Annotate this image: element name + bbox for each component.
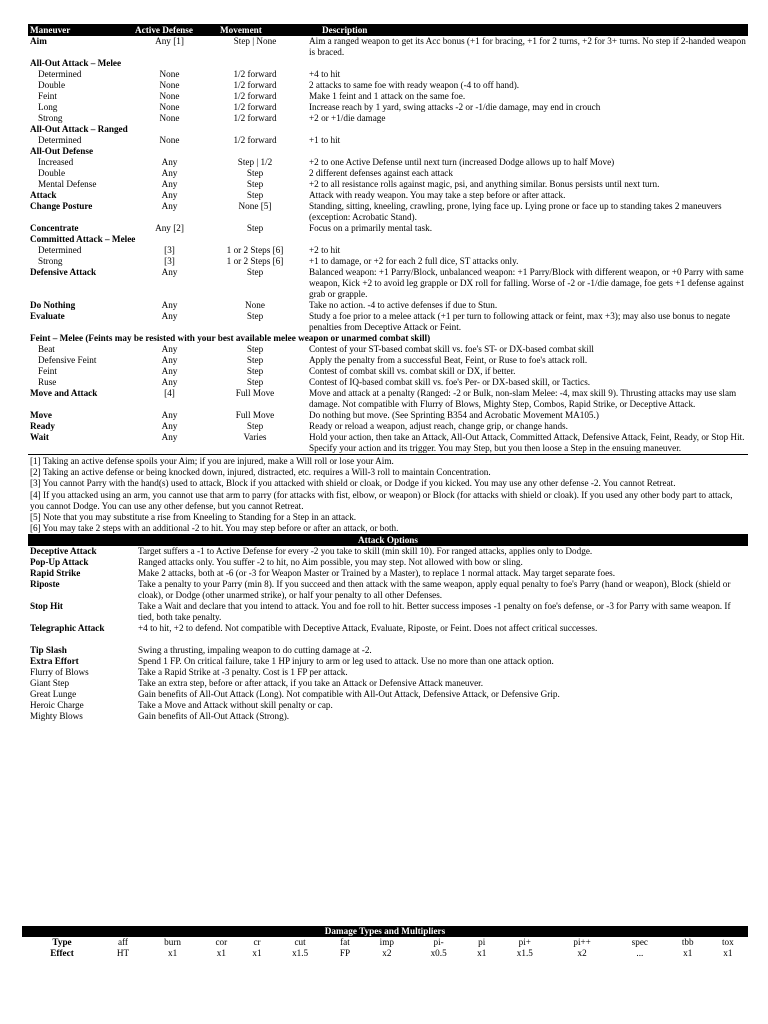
maneuver-row-attack [28,190,748,201]
damage-effect-cell: x1 [683,948,693,958]
maneuver-description: Contest of IQ-based combat skill vs. foe's Per- or DX-based skill, or Tactics. [309,377,591,387]
maneuver-defense: Any [161,168,178,178]
maneuver-row [28,168,748,179]
option-name: Pop-Up Attack [30,557,89,568]
maneuver-description: Contest of your ST-based combat skill vs. foe's ST- or DX-based combat skill [309,344,594,354]
maneuver-defense: Any [161,267,178,277]
maneuver-name: Determined [38,135,82,145]
maneuver-description: +2 or +1/die damage [309,113,386,123]
maneuver-movement: 1 or 2 Steps [6] [226,245,284,255]
group-title-aod: All-Out Defense [30,146,94,156]
footnote: [3] You cannot Parry with the hand(s) used to attack, Block if you attacked with shield or cloak, or Dodge if you kicked. You may use any other defense -2. You cannot Retreat. [30,478,676,489]
maneuver-row-defensive-attack [28,267,748,300]
maneuver-description: Hold your action, then take an Attack, All-Out Attack, Committed Attack, Defensive Attack, Feint, Ready, or Stop Hit. Specify your action and its trigger. You may Step, but you then loose a Step in the ensuing maneuver. [309,432,745,453]
option-row [28,568,748,579]
option-row [28,601,748,623]
maneuver-row [28,102,748,113]
maneuver-name: Strong [38,256,63,266]
maneuver-row [28,157,748,168]
damage-type-cell: pi [478,937,486,947]
option-description: Swing a thrusting, impaling weapon to do cutting damage at -2. [138,645,372,656]
maneuver-description: Take no action. -4 to active defenses if due to Stun. [309,300,498,310]
maneuver-row [28,80,748,91]
damage-type-cell: pi- [433,937,444,947]
maneuver-row-concentrate [28,223,748,234]
header-description: Description [322,25,368,35]
maneuver-name: Double [38,168,66,178]
maneuver-description: +2 to one Active Defense until next turn (increased Dodge allows up to half Move) [309,157,615,167]
maneuver-movement: Step [246,421,264,431]
option-description: Take a Rapid Strike at -3 penalty. Cost is 1 FP per attack. [138,667,348,678]
option-row [28,700,748,711]
maneuver-description: +1 to hit [309,135,341,145]
footnote: [4] If you attacked using an arm, you cannot use that arm to parry (for attacks with fist, elbow, or weapon) or Block (for attacks with shield or cloak). If you used any other body part to attack, you cannot Dodge. You can use any other defense, but you cannot Retreat. [30,489,733,511]
group-title-aoa-ranged: All-Out Attack – Ranged [30,124,128,134]
maneuver-row [28,179,748,190]
maneuver-defense: Any [161,421,178,431]
group-title-feint: Feint – Melee (Feints may be resisted with your best available melee weapon or unarmed combat skill) [30,333,431,343]
maneuver-row-do-nothing [28,300,748,311]
maneuver-name: Mental Defense [38,179,97,189]
maneuver-movement: Step [246,344,264,354]
maneuver-name: Defensive Feint [38,355,97,365]
maneuver-description: Make 1 feint and 1 attack on the same foe. [309,91,466,101]
option-name: Rapid Strike [30,568,81,579]
maneuver-name: Evaluate [30,311,65,321]
damage-effect-cell: x1 [167,948,178,958]
type-label: Type [52,937,72,947]
damage-type-cell: cr [253,937,261,947]
maneuver-defense: None [159,91,180,101]
maneuver-name: Beat [38,344,55,354]
option-row [28,557,748,568]
option-row [28,656,748,667]
option-name: Extra Effort [30,656,79,667]
maneuver-description: Standing, sitting, kneeling, crawling, prone, lying face up. Lying prone or face up to standing takes 2 maneuvers (exception: Acrobatic Stand). [309,201,722,222]
maneuver-movement: Step [246,267,264,277]
maneuver-movement: 1/2 forward [233,69,277,79]
damage-effect-cell: HT [116,948,130,958]
maneuver-name: Change Posture [30,201,93,211]
maneuver-defense: None [159,113,180,123]
damage-types-table [22,926,748,959]
option-name: Stop Hit [30,601,63,612]
maneuver-row [28,245,748,256]
maneuver-movement: 1/2 forward [233,113,277,123]
option-description: Target suffers a -1 to Active Defense for every -2 you take to skill (min skill 10). For ranged attacks, applies only to Dodge. [138,546,593,557]
group-title-aoa-melee: All-Out Attack – Melee [30,58,122,68]
maneuver-row [28,344,748,355]
damage-type-cell: fat [340,937,350,947]
maneuver-movement: 1/2 forward [233,135,277,145]
option-description: Take a Move and Attack without skill penalty or cap. [138,700,333,711]
option-name: Flurry of Blows [30,667,89,678]
option-row [28,645,748,656]
maneuver-movement: 1/2 forward [233,102,277,112]
maneuver-movement: Full Move [235,388,275,398]
maneuver-defense: Any [161,311,178,321]
maneuver-name: Increased [38,157,74,167]
option-name: Tip Slash [30,645,67,656]
option-name: Heroic Charge [30,700,84,711]
maneuver-movement: Step | 1/2 [237,157,273,167]
footnote: [6] You may take 2 steps with an additional -2 to hit. You may step before or after an attack, or both. [30,523,399,534]
maneuver-movement: Step [246,377,264,387]
maneuver-description: Aim a ranged weapon to get its Acc bonus (+1 for bracing, +1 for 2 turns, +2 for 3+ turns. No step if 2-handed weapon is braced. [309,36,746,57]
maneuver-movement: Step | None [233,36,277,46]
maneuver-name: Move [30,410,52,420]
damage-effect-cell: x1 [252,948,262,958]
damage-effect-cell: x2 [577,948,587,958]
damage-type-cell: cor [215,937,228,947]
maneuver-description: Apply the penalty from a successful Beat, Feint, or Ruse to foe's attack roll. [309,355,588,365]
option-row [28,579,748,601]
maneuver-movement: 1 or 2 Steps [6] [226,256,284,266]
damage-effect-cell: x1 [723,948,733,958]
maneuver-defense: [3] [164,245,175,255]
footnote: [5] Note that you may substitute a rise from Kneeling to Standing for a Step in an attack. [30,512,357,523]
maneuver-name: Feint [38,91,57,101]
option-row [28,711,748,722]
damage-effect-cell: FP [339,948,351,958]
damage-type-row [22,937,748,948]
maneuver-defense: Any [161,344,178,354]
maneuver-name: Move and Attack [30,388,98,398]
maneuver-row-change-posture [28,201,748,223]
option-description: Gain benefits of All-Out Attack (Long). Not compatible with All-Out Attack, Defensive Attack, or Defensive Grip. [138,689,560,700]
option-description: Take a penalty to your Parry (min 8). If you succeed and then attack with the same weapon, apply equal penalty to foe's Parry (hand or weapon), Block (shield or cloak), or Dodge (other unarmed strike), or half your penalty to all other Defenses. [138,579,731,601]
maneuver-description: +1 to damage, or +2 for each 2 full dice, ST attacks only. [309,256,519,266]
maneuver-defense: [3] [164,256,175,266]
maneuver-description: Balanced weapon: +1 Parry/Block, unbalanced weapon: +1 Parry/Block with different weapon, or +0 Parry with same weapon, Kick +2 to avoid leg grapple or DX roll for falling. Worse of -2 or -1/die damage, foe gets +1 defense against grab or grapple. [309,267,744,299]
maneuver-movement: Step [246,311,264,321]
maneuver-row [28,256,748,267]
damage-type-cell: cut [294,937,306,947]
maneuver-description: Move and attack at a penalty (Ranged: -2 or Bulk, non-slam Melee: -4, max skill 9). Thrusting attacks may use slam damage. Not compatible with Flurry of Blows, Mighty Step, Combos, Rapid Strike, or Deceptive Attack. [309,388,737,409]
maneuver-description: Increase reach by 1 yard, swing attacks -2 or -1/die damage, may end in crouch [309,102,601,112]
maneuver-description: Do nothing but move. (See Sprinting B354 and Acrobatic Movement MA105.) [309,410,599,420]
maneuver-movement: Full Move [235,410,275,420]
maneuver-name: Double [38,80,66,90]
maneuver-defense: Any [161,355,178,365]
maneuver-defense: Any [161,157,178,167]
option-row [28,678,748,689]
maneuver-defense: None [159,69,180,79]
damage-type-cell: aff [117,937,128,947]
maneuver-name: Strong [38,113,63,123]
maneuver-defense: Any [161,366,178,376]
damage-effect-row [22,948,748,959]
damage-effect-cell: x1.5 [292,948,309,958]
maneuver-row [28,113,748,124]
maneuver-name: Defensive Attack [30,267,97,277]
maneuver-row [28,377,748,388]
option-description: Take a Wait and declare that you intend to attack. You and foe roll to hit. Better success imposes -1 penalty on foe's defense, or -3 for Parry with same weapon. If tied, both take penalty. [138,601,731,623]
maneuver-movement: 1/2 forward [233,91,277,101]
maneuver-name: Determined [38,245,82,255]
maneuver-movement: Step [246,179,264,189]
maneuver-defense: Any [161,432,178,442]
maneuver-row-move-and-attack [28,388,748,410]
footnotes [28,454,748,534]
maneuver-name: Determined [38,69,82,79]
damage-effect-cell: x0.5 [430,948,447,958]
maneuver-name: Attack [30,190,57,200]
header-active-defense: Active Defense [135,25,193,35]
maneuver-row [28,355,748,366]
maneuver-defense: Any [161,377,178,387]
maneuver-defense: Any [161,300,178,310]
option-name: Mighty Blows [30,711,83,722]
option-description: Spend 1 FP. On critical failure, take 1 HP injury to arm or leg used to attack. Use no more than one attack option. [138,656,554,667]
effect-label: Effect [50,948,74,958]
reference-sheet [28,24,748,722]
option-name: Riposte [30,579,60,590]
option-row [28,546,748,557]
option-name: Giant Step [30,678,70,689]
maneuver-name: Concentrate [30,223,79,233]
damage-type-cell: pi++ [573,937,591,947]
damage-effect-cell: x2 [382,948,392,958]
damage-effect-cell: x1 [477,948,487,958]
damage-type-cell: tbb [681,937,694,947]
maneuver-row-ready [28,421,748,432]
maneuver-row [28,91,748,102]
maneuver-row-aim [28,36,748,58]
maneuver-movement: 1/2 forward [233,80,277,90]
maneuver-movement: None [245,300,265,310]
option-description: Gain benefits of All-Out Attack (Strong). [138,711,290,722]
maneuver-row [28,69,748,80]
maneuver-description: +4 to hit [309,69,341,79]
maneuver-name: Feint [38,366,57,376]
maneuver-name: Do Nothing [30,300,76,310]
maneuver-defense: Any [2] [155,223,184,233]
maneuver-movement: Step [246,355,264,365]
maneuver-defense: [4] [164,388,175,398]
option-row [28,623,748,634]
maneuver-defense: Any [161,410,178,420]
footnote: [2] Taking an active defense or being knocked down, injured, distracted, etc. requires a Will-3 roll to maintain Concentration. [30,467,491,478]
damage-type-cell: pi+ [518,937,531,947]
maneuver-description: Focus on a primarily mental task. [309,223,432,233]
option-row [28,689,748,700]
maneuver-defense: None [159,135,180,145]
maneuver-row [28,366,748,377]
maneuver-name: Ready [30,421,56,431]
group-title-committed: Committed Attack – Melee [30,234,136,244]
maneuver-name: Ruse [38,377,57,387]
damage-types-title: Damage Types and Multipliers [22,926,748,937]
maneuver-table-header [28,24,748,36]
footnote: [1] Taking an active defense spoils your Aim; if you are injured, make a Will roll or lose your Aim. [30,456,394,466]
maneuver-description: Study a foe prior to a melee attack (+1 per turn to following attack or feint, max +3); may also use bonus to negate penalties from Deceptive Attack or Feint. [309,311,731,332]
attack-options-header: Attack Options [28,534,748,546]
maneuver-movement: Step [246,168,264,178]
damage-type-cell: tox [722,937,734,947]
option-name: Telegraphic Attack [30,623,105,634]
maneuver-description: 2 different defenses against each attack [309,168,453,178]
maneuver-name: Long [38,102,58,112]
header-movement: Movement [220,25,262,35]
option-name: Great Lunge [30,689,77,700]
option-description: +4 to hit, +2 to defend. Not compatible with Deceptive Attack, Evaluate, Riposte, or Feint. Does not affect critical successes. [138,623,598,634]
option-row [28,667,748,678]
option-description: Make 2 attacks, both at -6 (or -3 for Weapon Master or Trained by a Master), to replace 1 normal attack. May target separate foes. [138,568,616,579]
maneuver-defense: None [159,80,180,90]
maneuver-name: Aim [30,36,47,46]
maneuver-row [28,135,748,146]
damage-type-cell: spec [631,937,648,947]
maneuver-defense: Any [161,179,178,189]
damage-effect-cell: x1.5 [516,948,533,958]
maneuver-description: +2 to hit [309,245,341,255]
option-description: Take an extra step, before or after attack, if you take an Attack or Defensive Attack maneuver. [138,678,484,689]
damage-type-cell: imp [379,937,394,947]
maneuver-movement: Step [246,366,264,376]
maneuver-defense: None [159,102,180,112]
maneuver-row-evaluate [28,311,748,333]
header-maneuver: Maneuver [30,25,71,35]
maneuver-defense: Any [161,201,178,211]
maneuver-defense: Any [161,190,178,200]
option-description: Ranged attacks only. You suffer -2 to hit, no Aim possible, you may step. Not allowed with bow or sling. [138,557,523,568]
maneuver-row-move [28,410,748,421]
maneuver-description: Attack with ready weapon. You may take a step before or after attack. [309,190,566,200]
option-name: Deceptive Attack [30,546,97,557]
maneuver-description: Ready or reload a weapon, adjust reach, change grip, or change hands. [309,421,568,431]
maneuver-row-wait [28,432,748,454]
damage-type-cell: burn [164,937,181,947]
maneuver-movement: Step [246,190,264,200]
maneuver-movement: Varies [243,432,267,442]
maneuver-description: Contest of combat skill vs. combat skill or DX, if better. [309,366,516,376]
damage-effect-cell: x1 [216,948,226,958]
maneuver-movement: None [5] [238,201,272,211]
damage-effect-cell: ... [636,948,644,958]
maneuver-defense: Any [1] [155,36,184,46]
maneuver-name: Wait [30,432,49,442]
maneuver-description: +2 to all resistance rolls against magic, psi, and anything similar. Bonus persists until next turn. [309,179,660,189]
maneuver-movement: Step [246,223,264,233]
maneuver-description: 2 attacks to same foe with ready weapon (-4 to off hand). [309,80,520,90]
